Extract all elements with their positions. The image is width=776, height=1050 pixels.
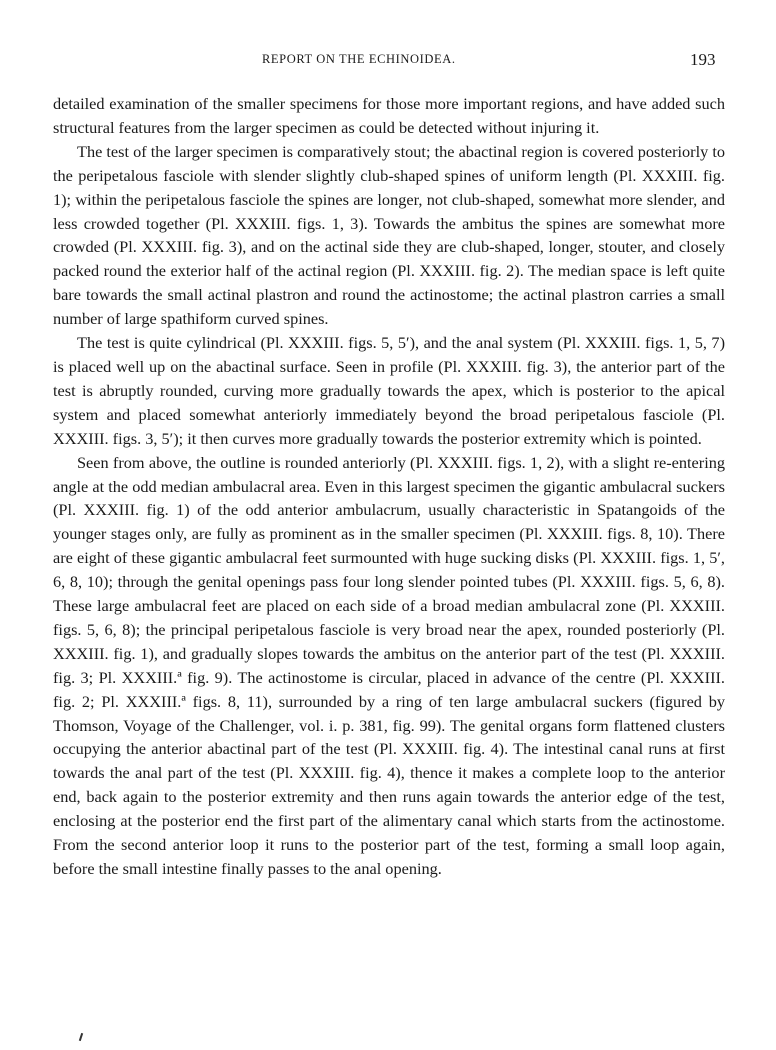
page-header [0, 50, 776, 74]
paragraph: detailed examination of the smaller specimens for those more important regions, and have added such structural features from the larger specimen as could be detected without injuring it. [53, 94, 725, 137]
paragraph: Seen from above, the outline is rounded anteriorly (Pl. XXXIII. figs. 1, 2), with a slight re-entering angle at the odd median ambulacral area. Even in this largest specimen the gigantic ambulacral suckers (Pl. XXXIII. fig. 1) of the odd anterior ambulacrum, usually characteristic in Spatangoids of the younger stages only, are fully as prominent as in the smaller specimen (Pl. XXXIII. figs. 8, 10). There are eight of these gigantic ambulacral feet surmounted with huge sucking disks (Pl. XXXIII. figs. 1, 5′, 6, 8, 10); through the genital openings pass four long slender pointed tubes (Pl. XXXIII. figs. 5, 6, 8). These large ambulacral feet are placed on each side of a broad median ambulacral zone (Pl. XXXIII. figs. 5, 6, 8); the principal peripetalous fasciole is very broad near the apex, rounded posteriorly (Pl. XXXIII. fig. 1), and gradually slopes towards the ambitus on the anterior part of the test (Pl. XXXIII. fig. 3; Pl. XXXIII.ª fig. 9). The actinostome is circular, placed in advance of the centre (Pl. XXXIII. fig. 2; Pl. XXXIII.ª figs. 8, 11), surrounded by a ring of ten large ambulacral suckers (figured by Thomson, Voyage of the Challenger, vol. i. p. 381, fig. 99). The genital organs form flattened clusters occupying the anterior abactinal part of the test (Pl. XXXIII. fig. 4). The intestinal canal runs at first towards the anal part of the test (Pl. XXXIII. fig. 4), thence it makes a complete loop to the anterior end, back again to the posterior extremity and then runs again towards the anterior edge of the test, enclosing at the posterior end the first part of the alimentary canal which starts from the actinostome. From the second anterior loop it runs to the posterior part of the test, forming a small loop again, before the small intestine finally passes to the anal opening. [53, 452, 725, 878]
stray-ink-mark [79, 1033, 83, 1041]
body-text [53, 92, 725, 881]
page-number: 193 [690, 50, 716, 69]
paragraph: The test is quite cylindrical (Pl. XXXIII. figs. 5, 5′), and the anal system (Pl. XXXIII. figs. 1, 5, 7) is placed well up on the abactinal surface. Seen in profile (Pl. XXXIII. fig. 3), the anterior part of the test is abruptly rounded, curving more gradually towards the apex, which is posterior to the apical system and placed somewhat anteriorly immediately beyond the broad peripetalous fasciole (Pl. XXXIII. figs. 3, 5′); it then curves more gradually towards the posterior extremity which is pointed. [53, 333, 725, 448]
paragraph: The test of the larger specimen is comparatively stout; the abactinal region is covered posteriorly to the peripetalous fasciole with slender slightly club-shaped spines of uniform length (Pl. XXXIII. fig. 1); within the peripetalous fasciole the spines are longer, not club-shaped, somewhat more slender, and less crowded together (Pl. XXXIII. figs. 1, 3). Towards the ambitus the spines are somewhat more crowded (Pl. XXXIII. fig. 3), and on the actinal side they are club-shaped, longer, stouter, and closely packed round the exterior half of the actinal region (Pl. XXXIII. fig. 2). The median space is left quite bare towards the small actinal plastron and round the actinostome; the actinal plastron carries a small number of large spathiform curved spines. [53, 141, 725, 329]
running-head: REPORT ON THE ECHINOIDEA. [262, 52, 456, 66]
